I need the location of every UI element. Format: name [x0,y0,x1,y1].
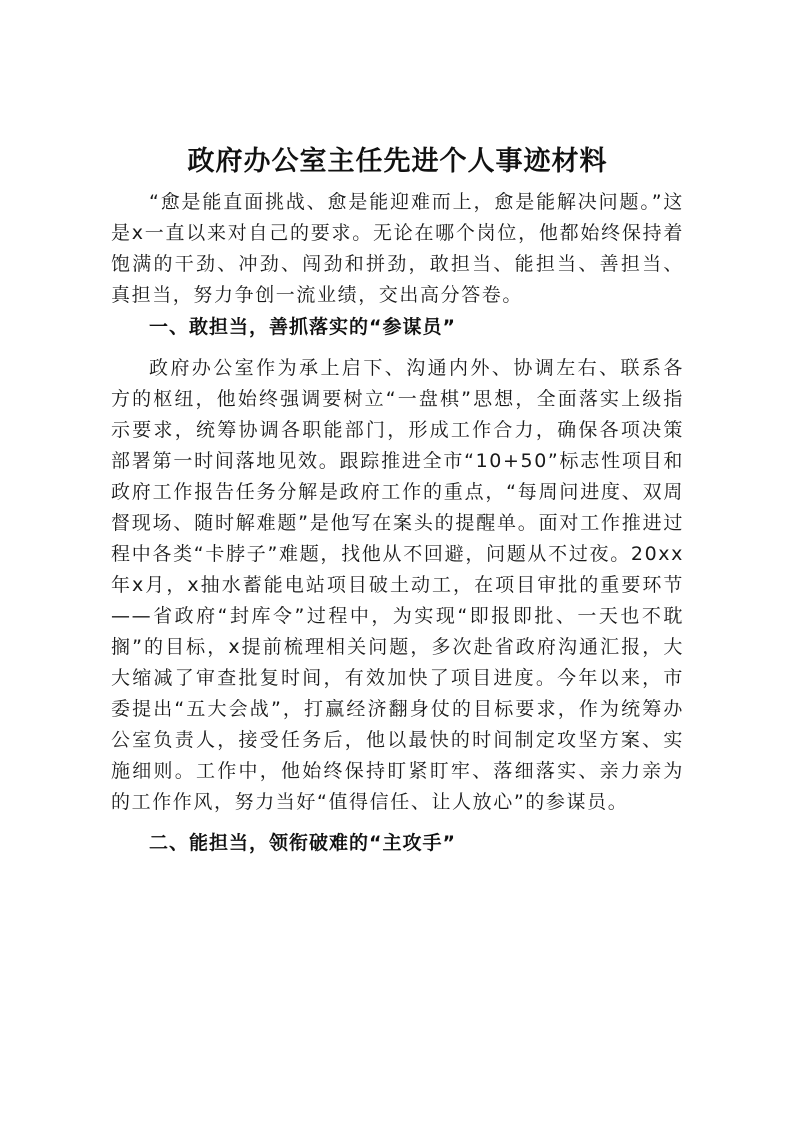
section-1-heading: 一、敢担当，善抓落实的“参谋员” [149,316,456,338]
intro-paragraph: “愈是能直面挑战、愈是能迎难而上，愈是能解决问题。”这是x一直以来对自己的要求。无论在哪个岗位，他都始终保持着饱满的干劲、冲劲、闯劲和拼劲，敢担当、能担当、善担当、真担当，努力争创一流业绩，交出高分答卷。 [111,191,684,306]
section-2-heading: 二、能担当，领衔破难的“主攻手” [149,832,456,854]
document-title: 政府办公室主任先进个人事迹材料 [187,146,608,177]
section-1-paragraph: 政府办公室作为承上启下、沟通内外、协调左右、联系各方的枢纽，他始终强调要树立“一盘棋”思想，全面落实上级指示要求，统筹协调各职能部门，形成工作合力，确保各项决策部署第一时间落地见效。跟踪推进全市“10+50”标志性项目和政府工作报告任务分解是政府工作的重点，“每周问进度、双周督现场、随时解难题”是他写在案头的提醒单。面对工作推进过程中各类“卡脖子”难题，找他从不回避，问题从不过夜。20xx年x月，x抽水蓄能电站项目破土动工，在项目审批的重要环节——省政府“封库令”过程中，为实现“即报即批、一天也不耽搁”的目标，x提前梳理相关问题，多次赴省政府沟通汇报，大大缩减了审查批复时间，有效加快了项目进度。今年以来，市委提出“五大会战”，打赢经济翻身仗的目标要求，作为统筹办公室负责人，接受任务后，他以最快的时间制定攻坚方案、实施细则。工作中，他始终保持盯紧盯牢、落细落实、亲力亲为的工作作风，努力当好“值得信任、让人放心”的参谋员。 [111,357,684,813]
document-content [111,142,684,859]
